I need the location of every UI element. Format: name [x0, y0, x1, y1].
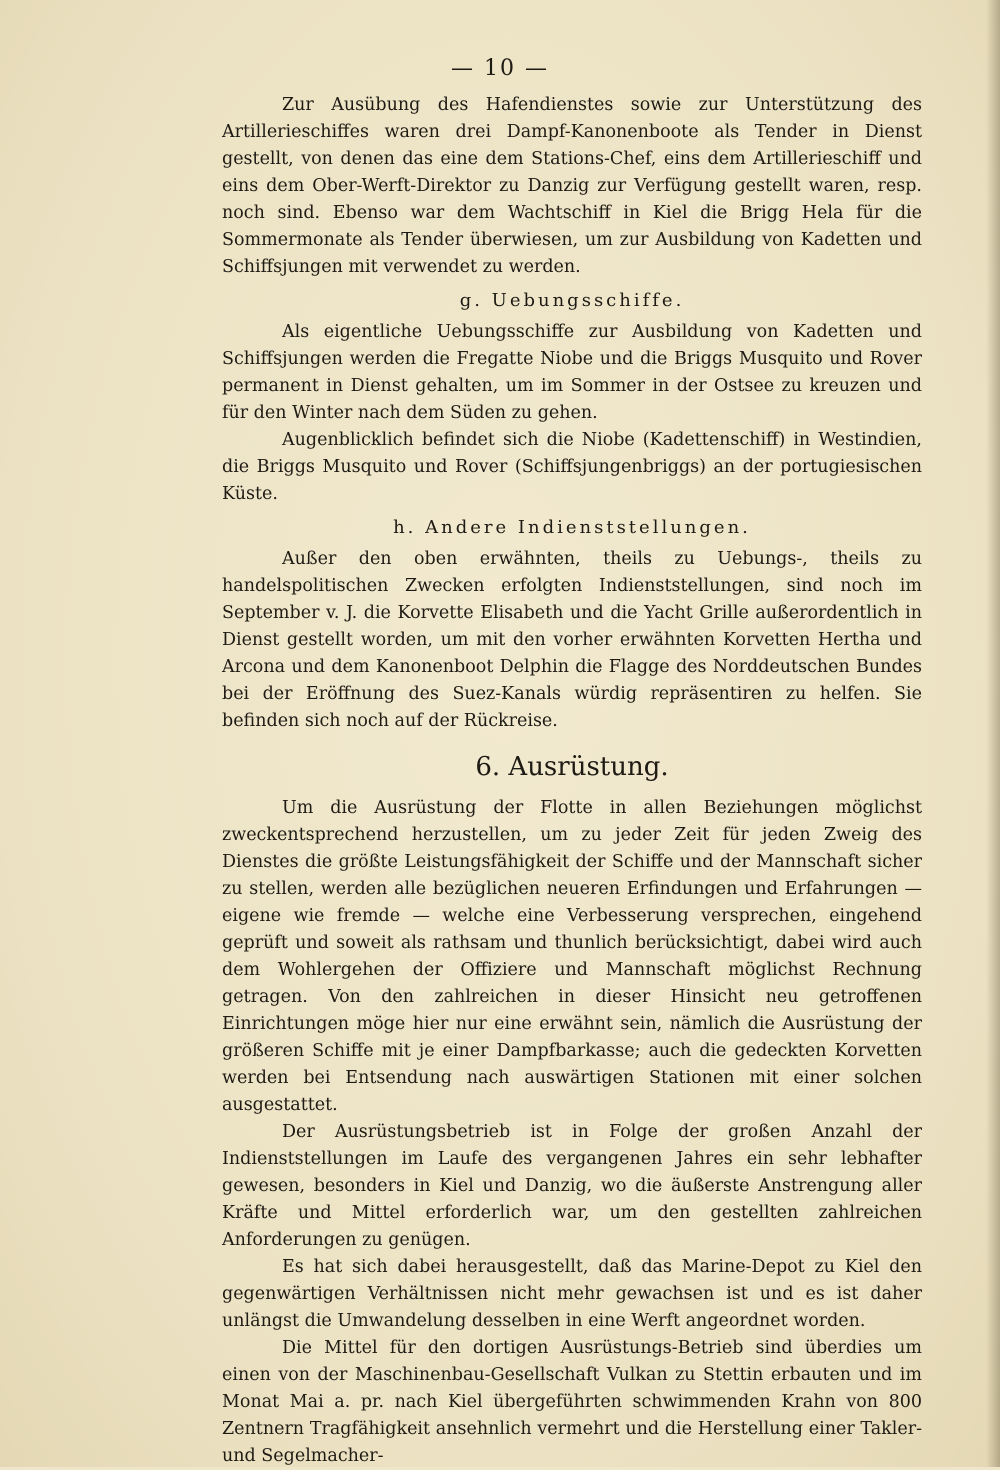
paragraph-uebungsschiffe: Als eigentliche Uebungsschiffe zur Ausbildung von Kadetten und Schiffsjungen werden die Fregatte Niobe und die Briggs Musquito und Rover permanent in Dienst gehalten, um im Sommer in der Ostsee zu kreuzen und für den Winter nach dem Süden zu gehen. [222, 322, 922, 423]
paragraph-ausruestung: Um die Ausrüstung der Flotte in allen Beziehungen möglichst zweckentsprechend herzustellen, um zu jeder Zeit für jeden Zweig des Dienstes die größte Leistungsfähigkeit der Schiffe und der Mannschaft sicher zu stellen, werden alle bezüglichen neueren Erfindungen und Erfahrungen — eigene wie fremde — welche eine Verbesserung versprechen, eingehend geprüft und soweit als rathsam und thunlich berücksichtigt, dabei wird auch dem Wohlergehen der Offiziere und Mannschaft möglichst Rechnung getragen. Von den zahlreichen in dieser Hinsicht neu getroffenen Einrichtungen möge hier nur eine erwähnt sein, nämlich die Ausrüstung der größeren Schiffe mit je einer Dampfbarkasse; auch die gedeckten Korvetten werden bei Entsendung nach auswärtigen Stationen mit einer solchen ausgestattet. [222, 798, 922, 1115]
page-body [222, 92, 922, 1470]
paragraph-marine-depot: Es hat sich dabei herausgestellt, daß das Marine-Depot zu Kiel den gegenwärtigen Verhältnissen nicht mehr gewachsen ist und es ist daher unlängst die Umwandelung desselben in eine Werft angeordnet worden. [222, 1257, 922, 1331]
paragraph-hafendienst: Zur Ausübung des Hafendienstes sowie zur Unterstützung des Artillerieschiffes waren drei Dampf-Kanonenboote als Tender in Dienst gestellt, von denen das eine dem Stations-Chef, eins dem Artillerieschiff und eins dem Ober-Werft-Direktor zu Danzig zur Verfügung gestellt waren, resp. noch sind. Ebenso war dem Wachtschiff in Kiel die Brigg Hela für die Sommermonate als Tender überwiesen, um zur Ausbildung von Kadetten und Schiffsjungen mit verwendet zu werden. [222, 95, 922, 277]
page-edge-shadow [986, 0, 1000, 1467]
section-h-heading: h. Andere Indienststellungen. [393, 517, 751, 538]
page-number: — 10 — [451, 56, 549, 81]
section-g-heading: g. Uebungsschiffe. [459, 290, 685, 311]
paragraph-ausruestungsbetrieb: Der Ausrüstungsbetrieb ist in Folge der großen Anzahl der Indienststellungen im Laufe des vergangenen Jahres ein sehr lebhafter gewesen, besonders in Kiel und Danzig, wo die äußerste Anstrengung aller Kräfte und Mittel erforderlich war, um den gestellten zahlreichen Anforderungen zu genügen. [222, 1122, 922, 1250]
paragraph-indienststellungen: Außer den oben erwähnten, theils zu Uebungs-, theils zu handelspolitischen Zwecken erfolgten Indienststellungen, sind noch im September v. J. die Korvette Elisabeth und die Yacht Grille außerordentlich in Dienst gestellt worden, um mit den vorher erwähnten Korvetten Hertha und Arcona und dem Kanonenboot Delphin die Flagge des Norddeutschen Bundes bei der Eröffnung des Suez-Kanals würdig repräsentiren zu helfen. Sie befinden sich noch auf der Rückreise. [222, 549, 922, 731]
section-6-heading: 6. Ausrüstung. [475, 752, 669, 782]
paragraph-augenblicklich: Augenblicklich befindet sich die Niobe (Kadettenschiff) in Westindien, die Briggs Musquito und Rover (Schiffsjungenbriggs) an der portugiesischen Küste. [222, 430, 922, 504]
paragraph-mittel: Die Mittel für den dortigen Ausrüstungs-Betrieb sind überdies um einen von der Maschinenbau-Gesellschaft Vulkan zu Stettin erbauten und im Monat Mai a. pr. nach Kiel übergeführten schwimmenden Krahn von 800 Zentnern Tragfähigkeit ansehnlich vermehrt und die Herstellung einer Takler- und Segelmacher- [222, 1338, 922, 1466]
